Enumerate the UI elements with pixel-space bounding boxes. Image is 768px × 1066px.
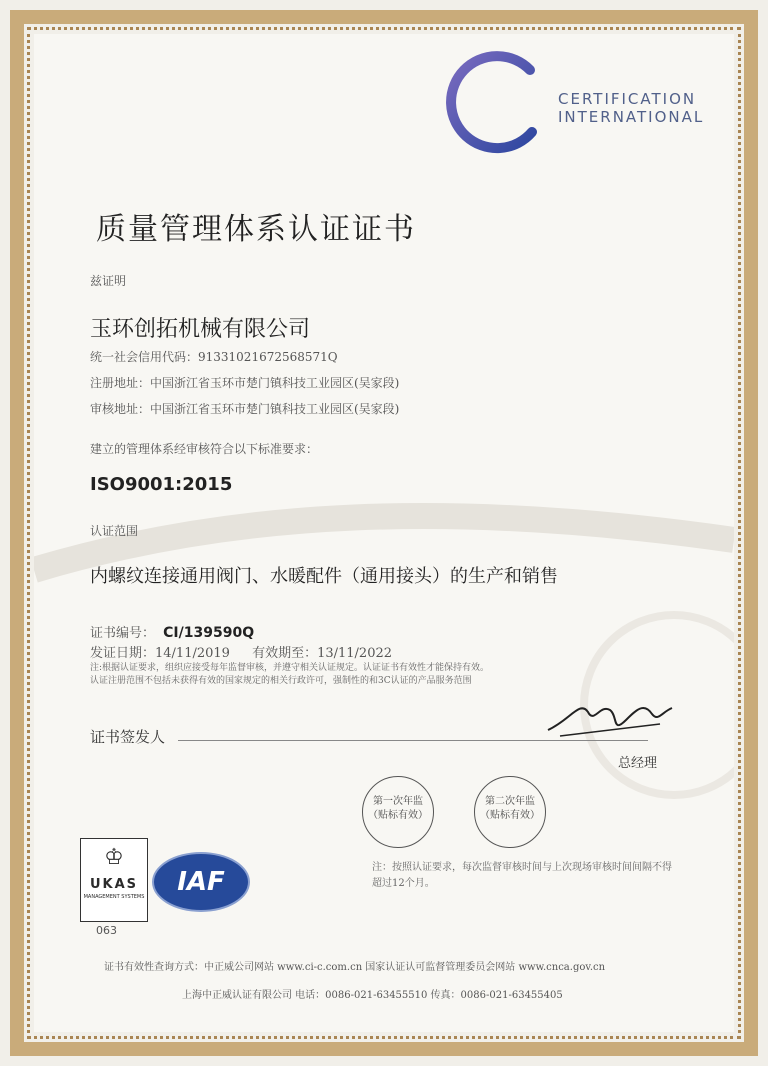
conformity-statement: 建立的管理体系经审核符合以下标准要求：: [90, 442, 319, 456]
logo-text: [558, 90, 704, 126]
issue-date: 发证日期：14/11/2019: [90, 646, 230, 661]
signer-label: 证书签发人: [90, 728, 166, 746]
audit-note-line1: 注：按照认证要求，每次监督审核时间与上次现场审核时间间隔不得: [372, 862, 672, 873]
note-line1: 注:根据认证要求，组织应接受每年监督审核，并遵守相关认证规定。认证证书有效性才能保持有效。: [90, 663, 490, 673]
date-row: [90, 642, 392, 661]
stamp2-line2: （贴标有效）: [480, 810, 540, 821]
ukas-logo: [80, 838, 148, 922]
iaf-logo: [152, 852, 250, 912]
standard: ISO9001:2015: [90, 474, 233, 495]
expiry-date: 有效期至：13/11/2022: [252, 646, 393, 661]
logo-line1: CERTIFICATION: [558, 90, 697, 108]
stamp1-line1: 第一次年监: [373, 796, 423, 807]
first-annual-stamp: [362, 776, 434, 848]
certificate-title: 质量管理体系认证证书: [96, 212, 416, 247]
second-annual-stamp: [474, 776, 546, 848]
stamp2-line1: 第二次年监: [485, 796, 535, 807]
audit-note-line2: 超过12个月。: [372, 878, 435, 889]
note-line2: 认证注册范围不包括未获得有效的国家规定的相关行政许可，强制性的和3C认证的产品服务范围: [90, 676, 472, 686]
certificate-number-label: 证书编号：: [90, 626, 156, 641]
iaf-name: IAF: [177, 867, 225, 897]
scope-label: 认证范围: [90, 524, 139, 538]
stamp1-line2: （贴标有效）: [368, 810, 428, 821]
certificate-number: CI/139590Q: [163, 625, 255, 641]
ukas-number: 063: [96, 924, 117, 937]
certification-scope: 内螺纹连接通用阀门、水暖配件（通用接头）的生产和销售: [90, 566, 558, 587]
ukas-sub: MANAGEMENT SYSTEMS: [83, 894, 145, 900]
crown-icon: ♔: [104, 845, 124, 870]
intro-text: 兹证明: [90, 274, 127, 288]
registered-address: 注册地址：中国浙江省玉环市楚门镇科技工业园区(吴家段): [90, 376, 400, 390]
company-contact: 上海中正威认证有限公司 电话：0086-021-63455510 传真：0086-021-63455405: [182, 990, 563, 1001]
signature-icon: [540, 690, 680, 750]
ukas-name: UKAS: [89, 877, 139, 892]
logo-line2: INTERNATIONAL: [558, 108, 705, 126]
audit-address: 审核地址：中国浙江省玉环市楚门镇科技工业园区(吴家段): [90, 402, 400, 416]
certificate-number-row: [90, 622, 254, 641]
general-manager: 总经理: [618, 756, 658, 771]
credit-code: 统一社会信用代码：91331021672568571Q: [90, 350, 338, 364]
validity-query: 证书有效性查询方式：中正威公司网站 www.ci-c.com.cn 国家认证认可监督管理委员会网站 www.cnca.gov.cn: [104, 962, 606, 973]
certification-logo-ring-icon: [438, 46, 550, 158]
company-name: 玉环创拓机械有限公司: [90, 317, 311, 342]
